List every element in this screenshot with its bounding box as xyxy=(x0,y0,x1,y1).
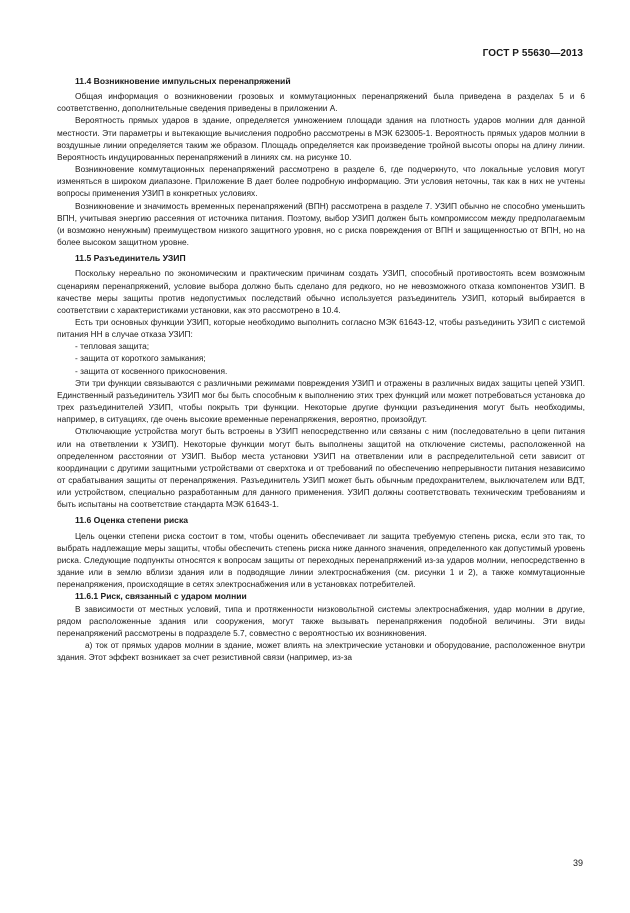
disconnect-functions-list xyxy=(57,340,585,376)
paragraph: В зависимости от местных условий, типа и протяженности низковольтной системы электроснабжения, удар молнии в другие, рядом расположенные здания или сооружения, могут также вызывать перенапряжения подобной величины. Эти виды перенапряжений рассмотрены в подразделе 5.7, совместно с вероятностью их возникновения. xyxy=(57,603,585,638)
paragraph: Поскольку нереально по экономическим и практическим причинам создать УЗИП, способный противостоять всем возможным сценариям перенапряжений, условие выбора должно быть сделано для редкого, но не невозможного отказа компонентов УЗИП. В качестве меры защиты против недопустимых последствий обычно используется разъединитель УЗИП, который выбирается в соответствии с характеристиками установки, как это рассмотрено в 10.4. xyxy=(57,268,585,315)
paragraph: Вероятность прямых ударов в здание, определяется умножением площади здания на плотность ударов молнии для данной местности. Эти параметры и вытекающие вычисления подробно рассмотрены в МЭК 623005-1. Вероятность прямых ударов молнии в воздушные линии определяется таким же образом. Площадь определяется как произведение тройной высоты опоры на длину линии. Вероятность индуцированных перенапряжений в линиях см. на рисунке 10. xyxy=(57,115,585,162)
section-title-11-6-1: 11.6.1 Риск, связанный с ударом молнии xyxy=(75,591,247,602)
paragraph: Общая информация о возникновении грозовых и коммутационных перенапряжений была приведена в разделах 5 и 6 соответственно, дополнительные сведения приведены в приложении А. xyxy=(57,91,585,114)
page-number: 39 xyxy=(572,858,583,868)
list-item: а) ток от прямых ударов молнии в здание, может влиять на электрические установки и оборудование, расположенное внутри здания. Этот эффект возникает за счет резистивной связи (например, из-за xyxy=(57,640,585,663)
section-title-11-4: 11.4 Возникновение импульсных перенапряжений xyxy=(75,76,291,86)
paragraph: Отключающие устройства могут быть встроены в УЗИП непосредственно или связаны с ним (последовательно в цепи питания или на ответвлении к УЗИП). Некоторые функции могут быть выполнены защитой на отключение системы, расположенной на определенном расстоянии от УЗИП. Выбор места установки УЗИП на ответвлении или в распределительной сети зависит от координации с другими защитными устройствами от сверхтока и от требований по обеспечению непрерывности питания независимо от срабатывания защиты от перенапряжения. Разъединитель УЗИП может быть обычным предохранителем, выключателем или ВДТ, или устройством, специально разработанным для данного применения. УЗИП должны соответствовать техническим требованиям и быть испытаны на соответствие стандарта МЭК 61643-1. xyxy=(57,426,585,510)
paragraph: Возникновение коммутационных перенапряжений рассмотрено в разделе 6, где подчеркнуто, что локальные условия могут изменяться в широком диапазоне. Приложение В дает более подробную информацию. Эти условия неточны, так как в них не учтены вопросы применения УЗИП в конкретных условиях. xyxy=(57,164,585,199)
list-item: - защита от косвенного прикосновения. xyxy=(75,365,228,376)
paragraph: Эти три функции связываются с различными режимами повреждения УЗИП и отражены в различных видах защиты цепей УЗИП. Единственный разъединитель УЗИП мог бы быть способным к выполнению этих трех функций или может потребоваться установка до трех разъединителей УЗИП, чтобы покрыть три функции. Некоторые другие функции разъединения могут быть необходимы, например, в ситуациях, где очень высокие временные перенапряжения, вероятно, произойдут. xyxy=(57,377,585,425)
section-title-11-5: 11.5 Разъединитель УЗИП xyxy=(75,253,186,264)
paragraph: Возникновение и значимость временных перенапряжений (ВПН) рассмотрена в разделе 7. УЗИП обычно не способно уменьшить ВПН, учитывая энергию рассеяния от источника питания. Поэтому, выбор УЗИП должен быть компромиссом между предполагаемым (и возможно ненужным) преимуществом низкого защитного уровня, но с риска повреждения от ВПН и защищенностью от ВПН, но на более высоком защитном уровне. xyxy=(57,200,585,248)
standard-header: ГОСТ Р 55630—2013 xyxy=(482,48,583,59)
page-content xyxy=(57,75,585,663)
list-item: - защита от короткого замыкания; xyxy=(75,353,206,364)
paragraph: Цель оценки степени риска состоит в том, чтобы оценить обеспечивает ли защита требуемую степень риска, если это так, то выбрать надлежащие меры защиты, чтобы обеспечить степень риска ниже данного значения, определенного как допустимый уровень риска. Следующие подпункты относятся к вопросам защиты от переходных перенапряжений из-за ударов молнии, непосредственно в здание или в землю вблизи здания или в подводящие линии электроснабжения (см. рисунки 1 и 2), а также коммутационные перенапряжения, происходящие в сетях электроснабжения или в установках потребителей. xyxy=(57,530,585,590)
paragraph: Есть три основных функции УЗИП, которые необходимо выполнить согласно МЭК 61643-12, чтобы разъединить УЗИП с системой питания НН в случае отказа УЗИП: xyxy=(57,316,585,340)
section-title-11-6: 11.6 Оценка степени риска xyxy=(75,515,189,526)
list-item: - тепловая защита; xyxy=(75,341,150,352)
